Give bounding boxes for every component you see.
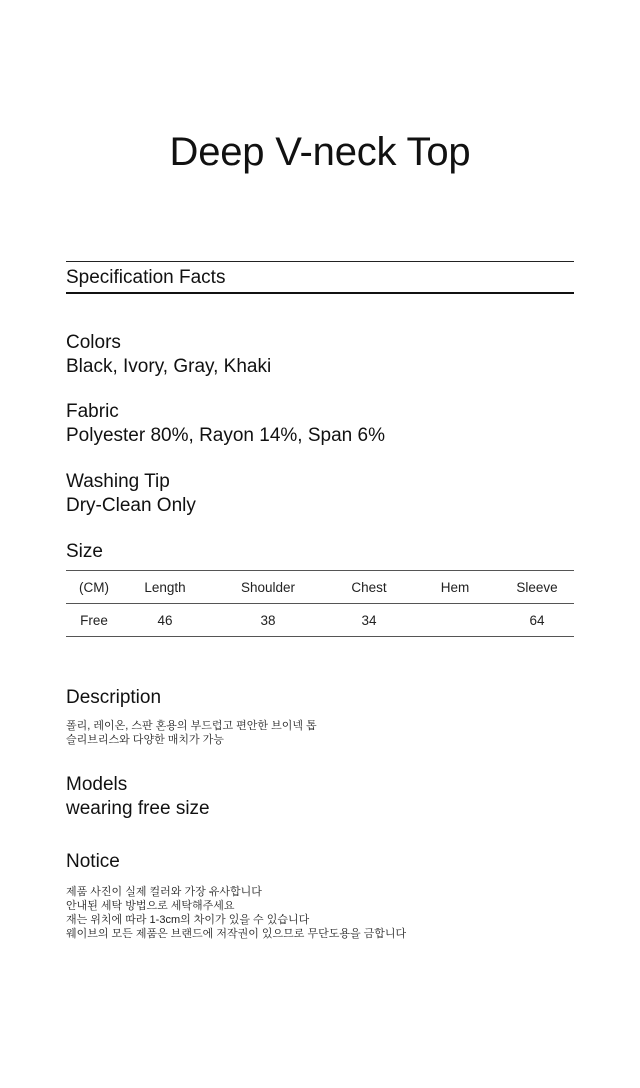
size-header-cell: Hem <box>440 579 470 595</box>
description-line: 슬리브리스와 다양한 매치가 가능 <box>66 734 224 746</box>
size-header-cell: Length <box>144 579 186 595</box>
size-cell <box>410 604 500 637</box>
size-table-header-row <box>66 571 574 604</box>
size-table <box>66 570 574 637</box>
notice-line: 웨이브의 모든 제품은 브랜드에 저작권이 있으므로 무단도용을 금합니다 <box>66 928 407 940</box>
description-line: 폴리, 레이온, 스판 혼용의 부드럽고 편안한 브이넥 톱 <box>66 720 317 732</box>
spec-header-label: Specification Facts <box>66 267 226 288</box>
notice-section <box>66 851 574 941</box>
spec-header <box>66 261 574 294</box>
colors-section <box>66 332 574 378</box>
washing-section <box>66 471 574 517</box>
washing-label: Washing Tip <box>66 471 170 492</box>
models-label: Models <box>66 774 128 795</box>
fabric-value: Polyester 80%, Rayon 14%, Span 6% <box>66 425 385 446</box>
description-label: Description <box>66 687 162 708</box>
colors-label: Colors <box>66 332 121 353</box>
models-section <box>66 774 574 820</box>
size-cell: 38 <box>260 612 276 628</box>
size-header-cell: Shoulder <box>240 579 296 595</box>
size-header-cell: Chest <box>351 579 387 595</box>
page-title: Deep V-neck Top <box>169 130 471 174</box>
size-header-cell: (CM) <box>79 579 109 595</box>
washing-value: Dry-Clean Only <box>66 495 196 516</box>
size-cell: 34 <box>361 612 377 628</box>
notice-line: 안내된 세탁 방법으로 세탁해주세요 <box>66 900 235 912</box>
notice-line: 재는 위치에 따라 1-3cm의 차이가 있을 수 있습니다 <box>66 914 310 926</box>
colors-value: Black, Ivory, Gray, Khaki <box>66 356 272 377</box>
size-label: Size <box>66 541 103 562</box>
size-cell: 64 <box>529 612 545 628</box>
size-table-row <box>66 604 574 637</box>
notice-label: Notice <box>66 851 120 872</box>
fabric-label: Fabric <box>66 401 119 422</box>
models-value: wearing free size <box>66 798 210 819</box>
size-header-cell: Sleeve <box>516 579 558 595</box>
description-section <box>66 687 574 747</box>
size-cell: Free <box>80 612 108 628</box>
notice-line: 제품 사진이 실제 컬러와 가장 유사합니다 <box>66 886 262 898</box>
size-cell: 46 <box>157 612 173 628</box>
fabric-section <box>66 401 574 447</box>
